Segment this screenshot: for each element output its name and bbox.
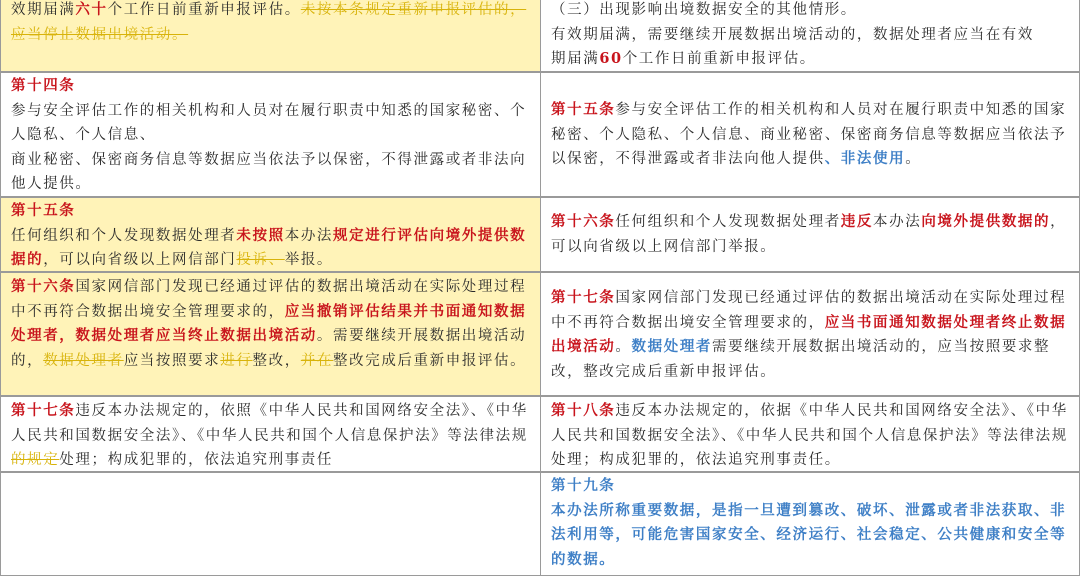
new-article-cell: 第十八条违反本办法规定的，依据《中华人民共和国网络安全法》、《中华人民共和国数据安全法》、《中华人民共和国个人信息保护法》等法律法规处理；构成犯罪的，依法追究刑事责任。 — [540, 396, 1080, 472]
deleted-text: 的，应当停止数据出境活动。 — [11, 2, 527, 43]
old-article-text: 效期届满六十个工作日前重新申报评估。未按本条规定重新申报评估的，应当停止数据出境活动。 — [11, 1, 527, 43]
table-row — [0, 272, 1080, 396]
deleted-text: 并在 — [300, 352, 334, 369]
deleted-text: 数据处理者 — [43, 352, 124, 369]
article-title: 第十五条 — [11, 202, 76, 219]
new-article-cell: 第十七条国家网信部门发现已经通过评估的数据出境活动在实际处理过程中不再符合数据出境安全管理要求的，应当书面通知数据处理者终止数据出境活动。数据处理者需要继续开展数据出境活动的，应当按照要求整改，整改完成后重新申报评估。 — [540, 272, 1080, 396]
new-article-cell: 第十九条 本办法所称重要数据，是指一旦遭到篡改、破坏、泄露或者非法获取、非法利用等，可能危害国家安全、经济运行、社会稳定、公共健康和安全等的数据。 — [540, 472, 1080, 576]
deleted-text: 进行 — [220, 352, 253, 369]
table-row — [0, 0, 1080, 72]
old-article-cell — [0, 0, 541, 72]
old-article-cell-empty — [0, 472, 541, 576]
new-article-cell: （三）出现影响出境数据安全的其他情形。 有效期届满，需要继续开展数据出境活动的，数据处理者应当在有效 期届满60个工作日前重新申报评估。 — [540, 0, 1080, 72]
deleted-text: 投诉、 — [236, 252, 285, 268]
deleted-text: 的规定 — [11, 452, 60, 468]
article-title: 第十六条 — [11, 278, 76, 295]
deleted-text: 未按本条规定重新申报评估 — [300, 2, 495, 18]
article-title: 第十九条 — [551, 477, 616, 494]
table-row — [0, 396, 1080, 472]
table-row — [0, 472, 1080, 576]
article-title: 第十六条 — [551, 213, 616, 230]
old-article-cell: 第十四条 参与安全评估工作的相关机构和人员对在履行职责中知悉的国家秘密、个人隐私、个人信息、 商业秘密、保密商务信息等数据应当依法予以保密，不得泄露或者非法向他人提供。 — [0, 72, 541, 197]
old-article-cell: 第十六条国家网信部门发现已经通过评估的数据出境活动在实际处理过程中不再符合数据出境安全管理要求的，应当撤销评估结果并书面通知数据处理者，数据处理者应当终止数据出境活动。需要继续开展数据出境活动的，数据处理者应当按照要求进行整改，并在整改完成后重新申报评估。 — [0, 272, 541, 396]
article-title: 第十五条 — [551, 101, 616, 118]
old-article-cell: 第十七条违反本办法规定的，依照《中华人民共和国网络安全法》、《中华人民共和国数据安全法》、《中华人民共和国个人信息保护法》等法律法规的规定处理；构成犯罪的，依法追究刑事责任 — [0, 396, 541, 472]
old-article-cell: 第十五条 任何组织和个人发现数据处理者未按照本办法规定进行评估向境外提供数据的，可以向省级以上网信部门投诉、举报。 — [0, 197, 541, 272]
table-row — [0, 197, 1080, 272]
table-row — [0, 72, 1080, 197]
article-title: 第十四条 — [11, 77, 76, 94]
new-article-cell: 第十六条任何组织和个人发现数据处理者违反本办法向境外提供数据的，可以向省级以上网信部门举报。 — [540, 197, 1080, 272]
article-title: 第十七条 — [551, 289, 616, 306]
article-title: 第十八条 — [551, 402, 616, 419]
article-title: 第十七条 — [11, 402, 76, 419]
new-article-cell: 第十五条参与安全评估工作的相关机构和人员对在履行职责中知悉的国家秘密、个人隐私、个人信息、商业秘密、保密商务信息等数据应当依法予以保密，不得泄露或者非法向他人提供、非法使用。 — [540, 72, 1080, 197]
